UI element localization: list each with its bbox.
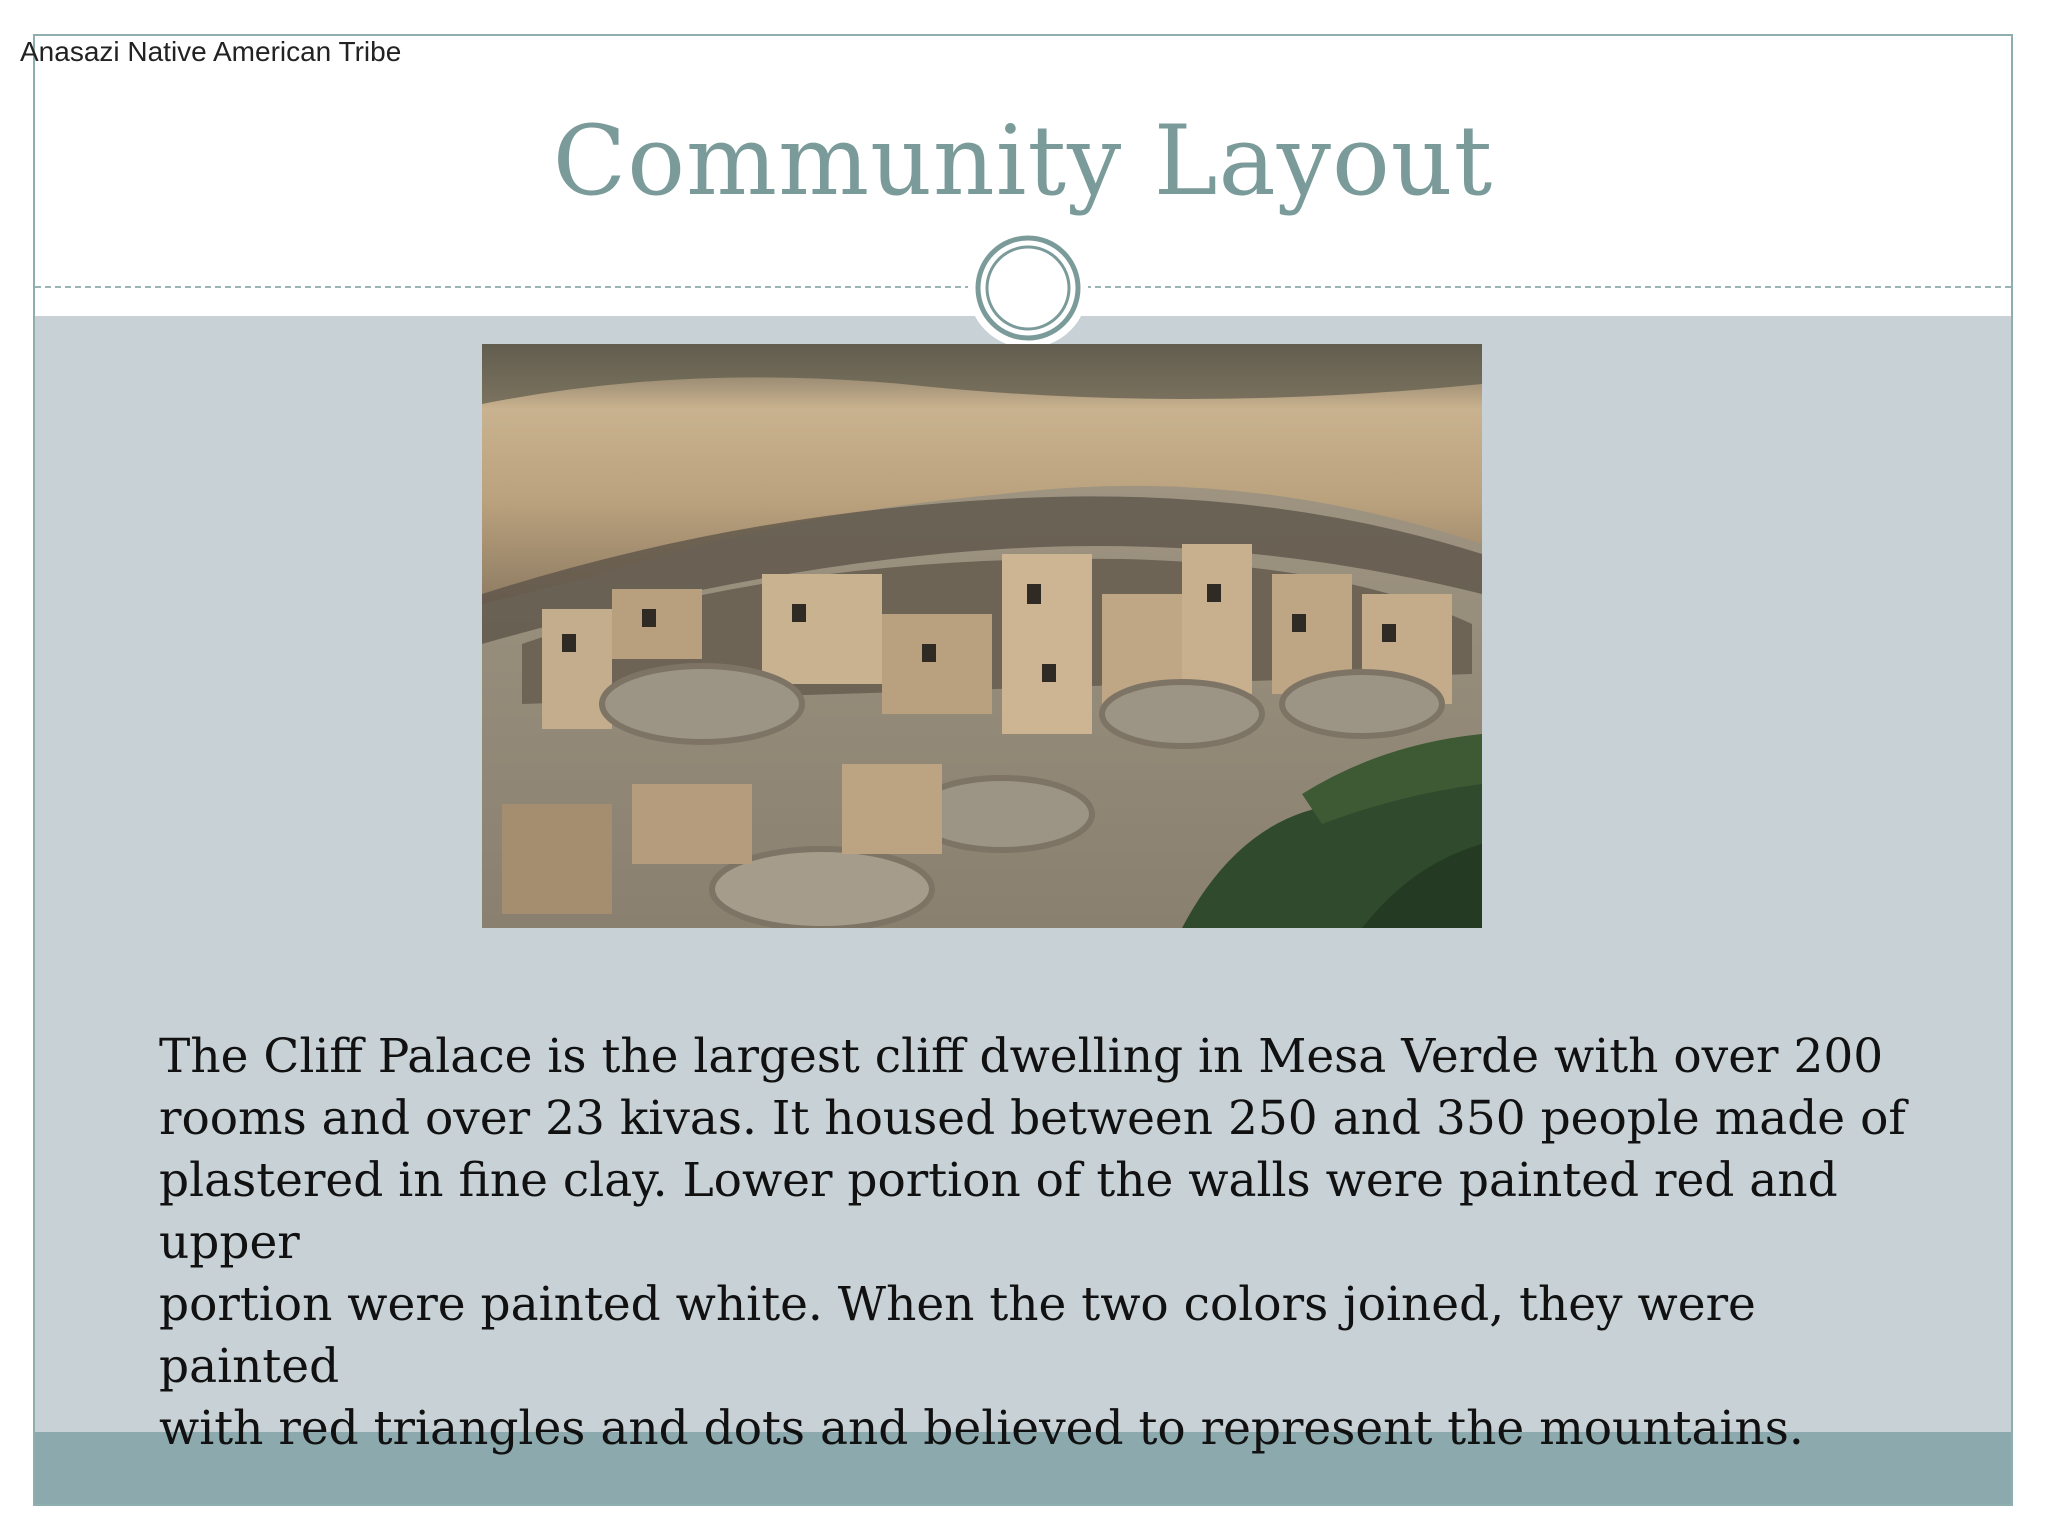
slide [33,34,2013,1506]
header-caption: Anasazi Native American Tribe [20,36,402,67]
slide-title: Community Layout [552,105,1494,217]
cliff-palace-photo [482,344,1482,928]
double-ring-circle-icon [968,228,1088,348]
body-paragraph: The Cliff Palace is the largest cliff dwelling in Mesa Verde with over 200 rooms and over 23 kivas. It housed between 250 and 350 people made of plastered in fine clay. Lower portion of the walls were painted red and upper portion were painted white. When the two colors joined, they were painted with red triangles and dots and believed to represent the mountains. [159,1029,1906,1456]
